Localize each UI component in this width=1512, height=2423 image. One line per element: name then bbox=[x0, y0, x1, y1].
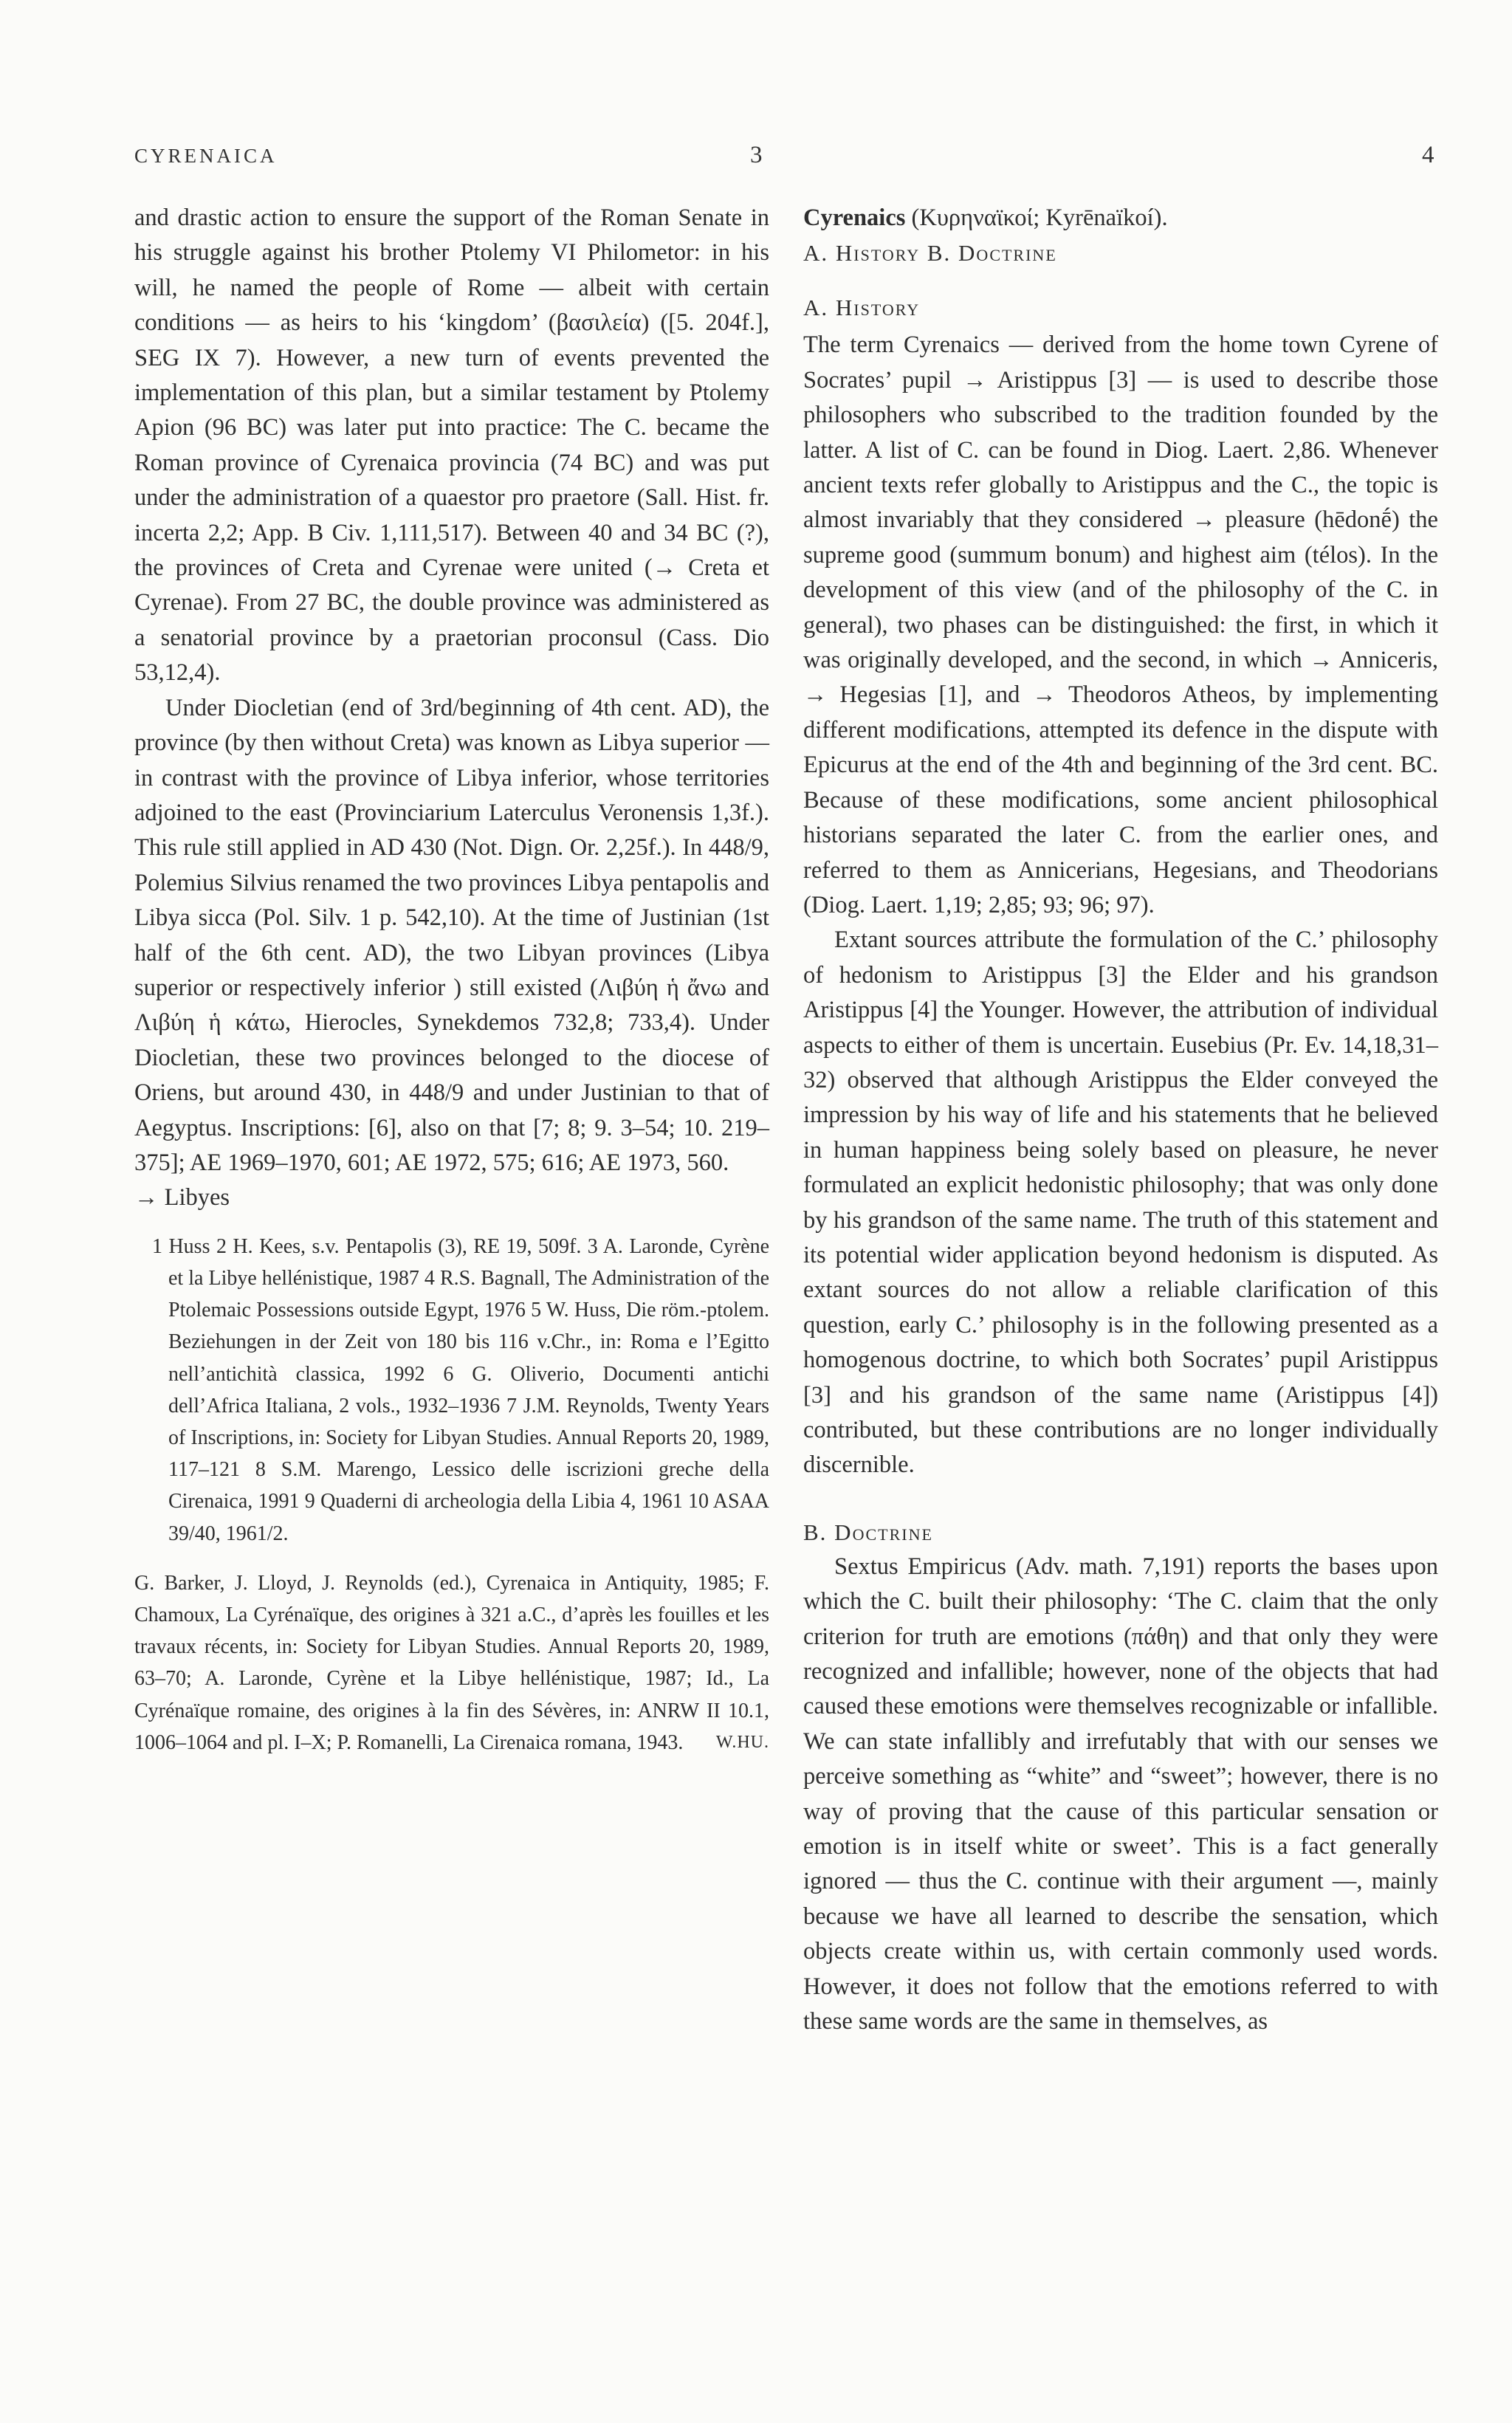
paragraph: The term Cyrenaics — derived from the home town Cyrene of Socrates’ pupil → Aristippus [3] — is used to describe those philosophers who subscribed to the tradition founded by the latter. A list of C. can be found in Diog. Laert. 2,86. Whenever ancient texts refer globally to Aristippus and the C., the topic is almost invariably that they considered → pleasure (hēdonḗ) the supreme good (summum bonum) and highest aim (télos). In the development of this view (and of the philosophy of the C. in general), two phases can be distinguished: the first, in which it was originally developed, and the second, in which → Anniceris, → Hegesias [1], and → Theodoros Atheos, by implementing different modifications, attempted its defence in the dispute with Epicurus at the end of the 4th and beginning of the 3rd cent. BC. Because of these modifications, some ancient philosophical historians separated the later C. from the earlier ones, and referred to them as Annicerians, Hegesians, and Theodorians (Diog. Laert. 1,19; 2,85; 93; 96; 97). bbox=[803, 331, 1438, 918]
subsection-list: A. History B. Doctrine bbox=[803, 240, 1057, 267]
paragraph: Sextus Empiricus (Adv. math. 7,191) reports the bases upon which the C. built their philosophy: ‘The C. claim that the only criterion for truth are emotions (πάθη) and that only they were recognized and infallible; however, none of the objects that had caused these emotions were themselves recognizable or infallible. We can state infallibly and irrefutably that with our senses we perceive something as “white” and “sweet”; however, there is no way of proving that the cause of this particular sensation or emotion is in itself white or sweet’. This is a fact generally ignored — thus the C. continue with their argument —, mainly because we have all learned to describe the sensation, which objects create within us, with certain commonly used words. However, it does not follow that the emotions referred to with these same words are the same in themselves, as bbox=[803, 1553, 1438, 2035]
entry-title: Cyrenaics bbox=[803, 205, 906, 231]
further-reading-text: G. Barker, J. Lloyd, J. Reynolds (ed.), Cyrenaica in Antiquity, 1985; F. Chamoux, La Cyrénaïque, des origines à 321 a.C., d’après les fouilles et les travaux récents, in: Society for Libyan Studies. Annual Reports 20, 1989, 63–70; A. Laronde, Cyrène et la Libye hellénistique, 1987; Id., La Cyrénaïque romaine, des origines à la fin des Sévères, in: ANRW II 10.1, 1006–1064 and pl. I–X; P. Romanelli, La Cirenaica romana, 1943. bbox=[134, 1571, 769, 1754]
bibliography bbox=[134, 1231, 769, 1550]
paragraph: Extant sources attribute the formulation of the C.’ philosophy of hedonism to Aristippus [3] the Elder and his grandson Aristippus [4] the Younger. However, the attribution of individual aspects to either of them is uncertain. Eusebius (Pr. Ev. 14,18,31–32) observed that although Aristippus the Elder conveyed the impression by his way of life and his statements that he believed in human happiness being solely based on pleasure, he never formulated an explicit hedonistic philosophy; that was only done by his grandson of the same name. The truth of this statement and its potential wider application beyond hedonism is disputed. As extant sources do not allow a reliable clarification of this question, early C.’ philosophy is in the following presented as a homogenous doctrine, to which both Socrates’ pupil Aristippus [3] and his grandson of the same name (Aristippus [4]) contributed, but these contributions are no longer individually discernible. bbox=[803, 927, 1438, 1479]
doctrine-section bbox=[803, 1550, 1438, 2040]
page-number-left: 3 bbox=[750, 142, 763, 168]
entry-title-greek: (Κυρηναϊκοί; Kyrēnaïkoí). bbox=[905, 205, 1168, 231]
section-heading-history: A. History bbox=[803, 295, 921, 321]
history-section bbox=[803, 328, 1438, 1482]
page-number-right: 4 bbox=[1422, 142, 1434, 168]
section-heading-doctrine: B. Doctrine bbox=[803, 1519, 933, 1545]
running-title: CYRENAICA bbox=[134, 145, 278, 167]
bibliography-list: 1 Huss 2 H. Kees, s.v. Pentapolis (3), RE 19, 509f. 3 A. Laronde, Cyrène et la Libye hellénistique, 1987 4 R.S. Bagnall, The Administration of the Ptolemaic Possessions outside Egypt, 1976 5 W. Huss, Die röm.-ptolem. Beziehungen in der Zeit von 180 bis 116 v.Chr., in: Roma e l’Egitto nell’antichità classica, 1992 6 G. Oliverio, Documenti antichi dell’Africa Italiana, 2 vols., 1932–1936 7 J.M. Reynolds, Twenty Years of Inscriptions, in: Society for Libyan Studies. Annual Reports 20, 1989, 117–121 8 S.M. Marengo, Lessico delle iscrizioni greche della Cirenaica, 1991 9 Quaderni di archeologia della Libia 4, 1961 10 ASAA 39/40, 1961/2. bbox=[152, 1234, 769, 1545]
see-also-link[interactable]: → Libyes bbox=[134, 1184, 230, 1212]
entry-heading bbox=[803, 201, 1438, 236]
right-column bbox=[803, 201, 1438, 2040]
paragraph: and drastic action to ensure the support of the Roman Senate in his struggle against his brother Ptolemy VI Philometor: in his will, he named the people of Rome — albeit with certain conditions — as heirs to his ‘kingdom’ (βασιλεία) ([5. 204f.], SEG IX 7). However, a new turn of events prevented the implementation of this plan, but a similar testament by Ptolemy Apion (96 BC) was later put into practice: The C. became the Roman province of Cyrenaica provincia (74 BC) and was put under the administration of a quaestor pro praetore (Sall. Hist. fr. incerta 2,2; App. B Civ. 1,111,517). Between 40 and 34 BC (?), the provinces of Creta and Cyrenae were united (→ Creta et Cyrenae). From 27 BC, the double province was administered as a senatorial province by a praetorian proconsul (Cass. Dio 53,12,4). bbox=[134, 205, 769, 687]
left-column bbox=[134, 201, 769, 1759]
author-signature: W.HU. bbox=[715, 1732, 769, 1752]
paragraph: Under Diocletian (end of 3rd/beginning of 4th cent. AD), the province (by then without Creta) was known as Libya superior — in contrast with the province of Libya inferior, whose territories adjoined to the east (Provinciarium Laterculus Veronensis 1,3f.). This rule still applied in AD 430 (Not. Dign. Or. 2,25f.). In 448/9, Polemius Silvius renamed the two provinces Libya pentapolis and Libya sicca (Pol. Silv. 1 p. 542,10). At the time of Justinian (1st half of the 6th cent. AD), the two Libyan provinces (Libya superior or respectively inferior ) still existed (Λιβύη ἡ ἄνω and Λιβύη ἡ κάτω, Hierocles, Synekdemos 732,8; 733,4). Under Diocletian, these two provinces belonged to the diocese of Oriens, but around 430, in 448/9 and under Justinian to that of Aegyptus. Inscriptions: [6], also on that [7; 8; 9. 3–54; 10. 219–375]; AE 1969–1970, 601; AE 1972, 575; 616; AE 1973, 560. bbox=[134, 694, 769, 1176]
further-reading bbox=[134, 1567, 769, 1759]
